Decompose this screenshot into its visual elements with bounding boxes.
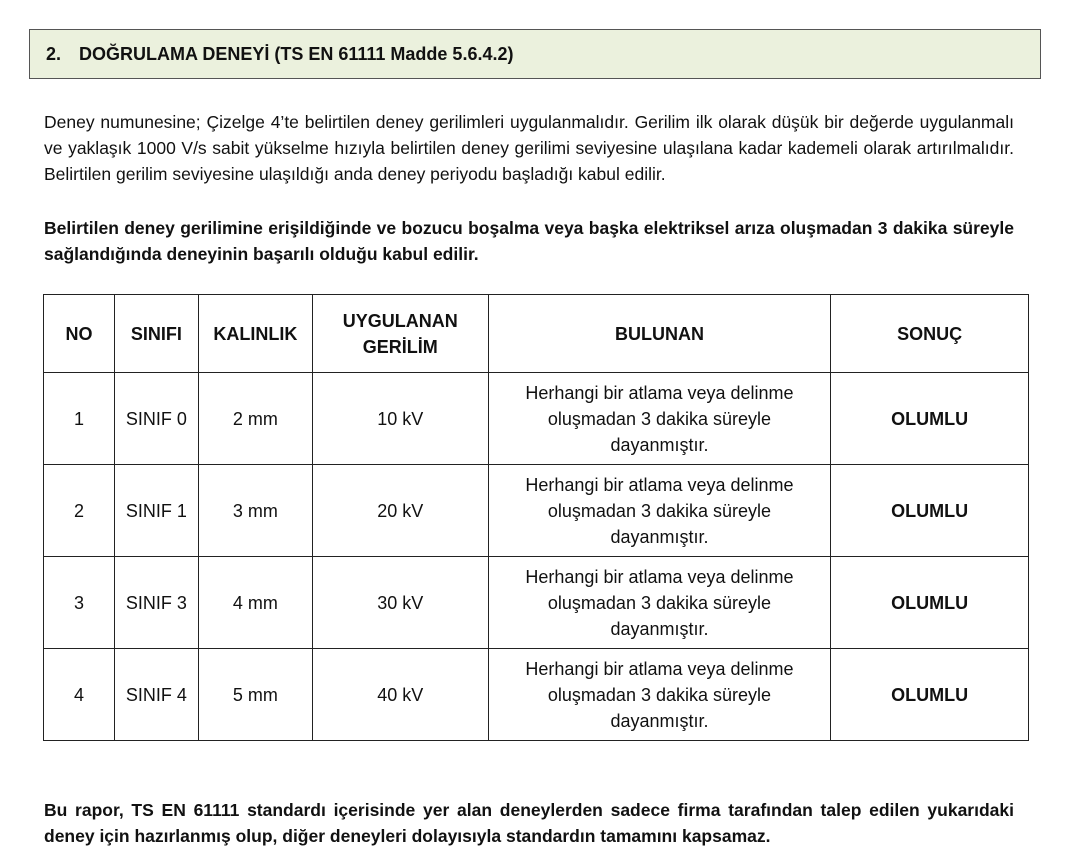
table-header-row	[44, 295, 1029, 373]
finding-line: Herhangi bir atlama veya delinme	[525, 658, 794, 679]
header-thickness: KALINLIK	[198, 295, 312, 373]
table-row	[44, 373, 1029, 465]
table-row	[44, 557, 1029, 649]
header-voltage-line1: UYGULANAN	[342, 310, 458, 331]
cell-no: 2	[44, 465, 115, 557]
cell-thickness: 2 mm	[198, 373, 312, 465]
cell-thickness: 5 mm	[198, 649, 312, 741]
cell-class: SINIF 3	[114, 557, 198, 649]
section-heading	[29, 29, 1041, 79]
criteria-paragraph: Belirtilen deney gerilimine erişildiğinde ve bozucu boşalma veya başka elektriksel arıza oluşmadan 3 dakika süreyle sağlandığında deneyinin başarılı olduğu kabul edilir.	[44, 218, 1014, 264]
cell-no: 4	[44, 649, 115, 741]
cell-class: SINIF 4	[114, 649, 198, 741]
finding-line: Herhangi bir atlama veya delinme	[525, 474, 794, 495]
cell-class: SINIF 0	[114, 373, 198, 465]
finding-line: dayanmıştır.	[610, 526, 709, 547]
table-row	[44, 465, 1029, 557]
finding-line: dayanmıştır.	[610, 618, 709, 639]
section-title: DOĞRULAMA DENEYİ (TS EN 61111 Madde 5.6.4.2)	[79, 43, 514, 64]
finding-line: Herhangi bir atlama veya delinme	[525, 566, 794, 587]
finding-line: oluşmadan 3 dakika süreyle	[547, 684, 772, 705]
header-result: SONUÇ	[831, 295, 1029, 373]
cell-finding	[488, 373, 830, 465]
cell-thickness: 4 mm	[198, 557, 312, 649]
finding-line: oluşmadan 3 dakika süreyle	[547, 408, 772, 429]
cell-class: SINIF 1	[114, 465, 198, 557]
cell-voltage: 40 kV	[312, 649, 488, 741]
finding-line: oluşmadan 3 dakika süreyle	[547, 500, 772, 521]
cell-finding	[488, 465, 830, 557]
header-voltage-line2: GERİLİM	[362, 336, 438, 357]
cell-no: 1	[44, 373, 115, 465]
cell-voltage: 20 kV	[312, 465, 488, 557]
finding-line: Herhangi bir atlama veya delinme	[525, 382, 794, 403]
cell-finding	[488, 649, 830, 741]
results-table	[43, 294, 1029, 741]
header-finding: BULUNAN	[488, 295, 830, 373]
header-class: SINIFI	[114, 295, 198, 373]
cell-result: OLUMLU	[831, 649, 1029, 741]
finding-line: oluşmadan 3 dakika süreyle	[547, 592, 772, 613]
scope-note-paragraph: Bu rapor, TS EN 61111 standardı içerisinde yer alan deneylerden sadece firma tarafından talep edilen yukarıdaki deney için hazırlanmış olup, diğer deneyleri dolayısıyla standardın tamamını kapsamaz.	[44, 800, 1014, 846]
header-voltage	[312, 295, 488, 373]
cell-no: 3	[44, 557, 115, 649]
cell-result: OLUMLU	[831, 373, 1029, 465]
cell-voltage: 30 kV	[312, 557, 488, 649]
finding-line: dayanmıştır.	[610, 710, 709, 731]
cell-result: OLUMLU	[831, 557, 1029, 649]
cell-result: OLUMLU	[831, 465, 1029, 557]
cell-thickness: 3 mm	[198, 465, 312, 557]
header-no: NO	[44, 295, 115, 373]
intro-paragraph: Deney numunesine; Çizelge 4’te belirtilen deney gerilimleri uygulanmalıdır. Gerilim ilk olarak düşük bir değerde uygulanmalı ve yaklaşık 1000 V/s sabit yükselme hızıyla belirtilen deney gerilimi seviyesine ulaşılana kadar kademeli olarak artırılmalıdır. Belirtilen gerilim seviyesine ulaşıldığı anda deney periyodu başladığı kabul edilir.	[44, 112, 1014, 184]
table-row	[44, 649, 1029, 741]
section-number: 2.	[46, 43, 62, 64]
cell-finding	[488, 557, 830, 649]
finding-line: dayanmıştır.	[610, 434, 709, 455]
cell-voltage: 10 kV	[312, 373, 488, 465]
